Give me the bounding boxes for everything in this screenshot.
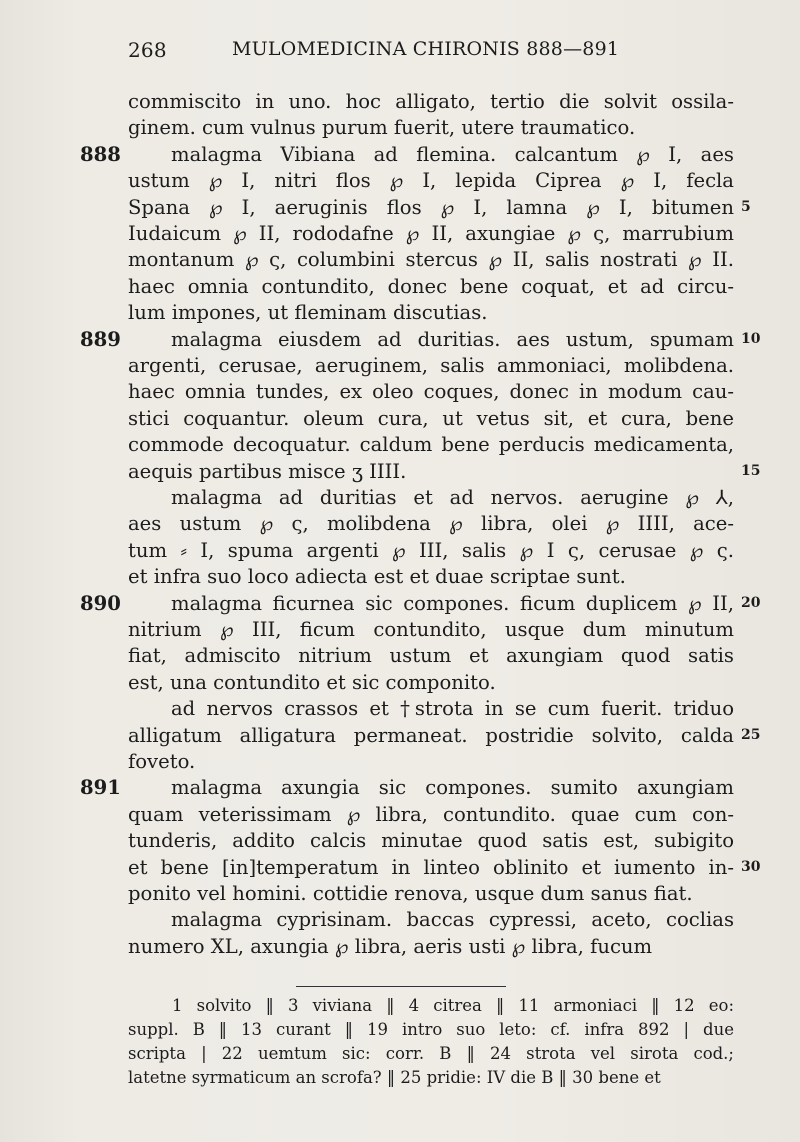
text-line: lum impones, ut fleminam discutias. [128,301,488,324]
line-number: 25 [741,727,761,743]
section-number: 890 [80,592,121,615]
text-line: aes ustum ℘ ς, molibdena ℘ libra, olei ℘ IIII, ace- [128,512,734,535]
text-line: malagma eiusdem ad duritias. aes ustum, spumam [171,328,734,351]
footnote-line: scripta | 22 uemtum sic: corr. B ‖ 24 strota vel sirota cod.; [128,1044,734,1063]
text-line: ginem. cum vulnus purum fuerit, utere traumatico. [128,116,636,139]
text-line: tunderis, addito calcis minutae quod satis est, subigito [128,829,734,852]
line-number: 20 [741,595,761,611]
text-line: haec omnia tundes, ex oleo coques, donec in modum cau- [128,380,734,403]
text-line: nitrium ℘ III, ficum contundito, usque dum minutum [128,618,734,641]
text-line: haec omnia contundito, donec bene coquat, et ad circu- [128,275,734,298]
text-line: malagma ad duritias et ad nervos. aerugine ℘ ⅄, [171,486,734,509]
text-line: stici coquantur. oleum cura, ut vetus sit, et cura, bene [128,407,734,430]
text-line: malagma axungia sic compones. sumito axungiam [171,776,734,799]
text-line: est, una contundito et sic componito. [128,671,496,694]
text-line: Spana ℘ I, aeruginis flos ℘ I, lamna ℘ I, bitumen [128,196,734,219]
footnote-line: 1 solvito ‖ 3 viviana ‖ 4 citrea ‖ 11 armoniaci ‖ 12 eo: [172,996,734,1015]
footnote-rule [296,986,506,987]
line-number: 30 [741,859,761,875]
text-line: malagma cyprisinam. baccas cypressi, aceto, coclias [171,908,734,931]
text-line: et bene [in]temperatum in linteo oblinito et iumento in- [128,856,734,879]
text-line: commode decoquatur. caldum bene perducis medicamenta, [128,433,734,456]
line-number: 15 [741,463,761,479]
text-line: quam veterissimam ℘ libra, contundito. quae cum con- [128,803,734,826]
text-line: ad nervos crassos et †strota in se cum fuerit. triduo [171,697,734,720]
running-title: MULOMEDICINA CHIRONIS 888—891 [232,38,620,60]
text-line: foveto. [128,750,196,773]
line-number: 10 [741,331,761,347]
text-line: Iudaicum ℘ II, rododafne ℘ II, axungiae ℘ ς, marrubium [128,222,734,245]
footnote-line: suppl. B ‖ 13 curant ‖ 19 intro suo leto: cf. infra 892 | due [128,1020,734,1039]
section-number: 891 [80,776,121,799]
text-line: aequis partibus misce ʒ IIII. [128,460,407,483]
text-line: malagma ficurnea sic compones. ficum duplicem ℘ II, [171,592,734,615]
text-line: numero XL, axungia ℘ libra, aeris usti ℘ libra, fucum [128,935,653,958]
line-number: 5 [741,199,751,215]
text-line: argenti, cerusae, aeruginem, salis ammoniaci, molibdena. [128,354,734,377]
text-line: montanum ℘ ς, columbini stercus ℘ II, salis nostrati ℘ II. [128,248,734,271]
text-line: fiat, admiscito nitrium ustum et axungiam quod satis [128,644,734,667]
page-number: 268 [128,38,167,62]
text-line: commiscito in uno. hoc alligato, tertio die solvit ossila- [128,90,734,113]
text-line: malagma Vibiana ad flemina. calcantum ℘ I, aes [171,143,734,166]
page-header [128,38,728,68]
section-number: 889 [80,328,121,351]
footnote-line: latetne syrmaticum an scrofa? ‖ 25 pridie: IV die B ‖ 30 bene et [128,1068,661,1087]
text-line: alligatum alligatura permaneat. postridie solvito, calda [128,724,734,747]
text-line: ponito vel homini. cottidie renova, usque dum sanus fiat. [128,882,693,905]
text-line: et infra suo loco adiecta est et duae scriptae sunt. [128,565,626,588]
text-line: tum ⸗ I, spuma argenti ℘ III, salis ℘ I ς, cerusae ℘ ς. [128,539,734,562]
section-number: 888 [80,143,121,166]
text-line: ustum ℘ I, nitri flos ℘ I, lepida Ciprea ℘ I, fecla [128,169,734,192]
